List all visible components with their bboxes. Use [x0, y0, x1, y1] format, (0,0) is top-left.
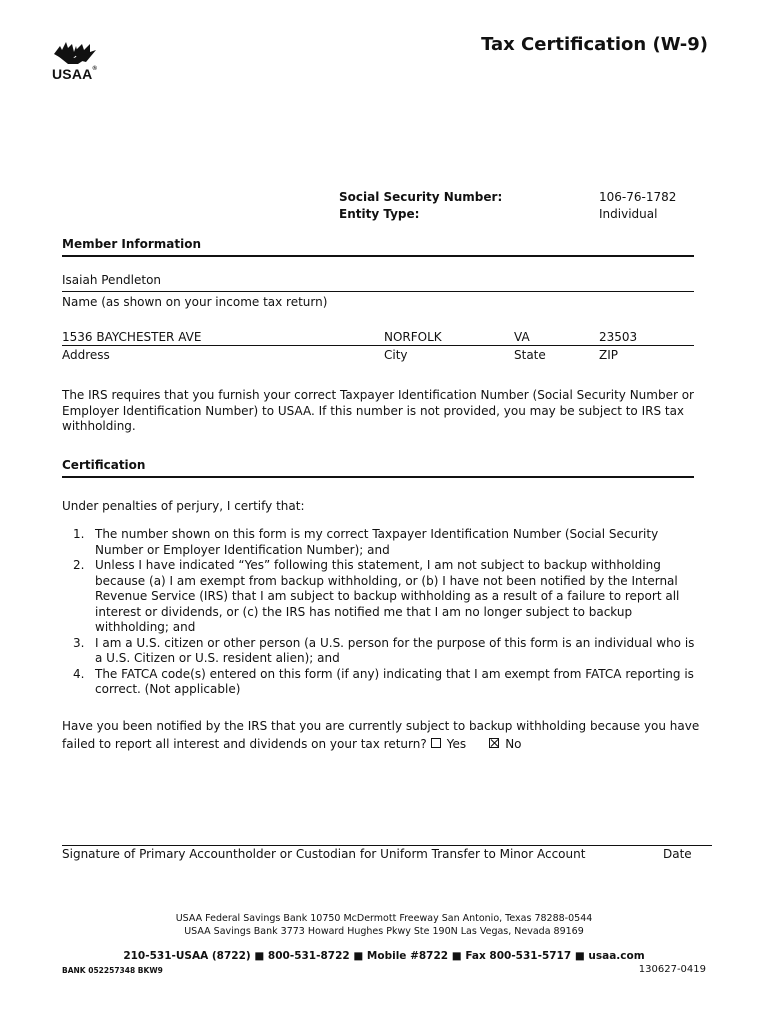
entity-type-value: Individual	[599, 207, 658, 221]
irs-notice: The IRS requires that you furnish your correct Taxpayer Identification Number (Social Security Number or Employer Identification Number) to USAA. If this number is not provided, you may be subject to IRS tax withholding.	[62, 388, 694, 433]
logo-wordmark: USAA	[52, 66, 93, 82]
question-text: Have you been notified by the IRS that you are currently subject to backup withholding because you have failed to report all interest and dividends on your tax return?	[62, 719, 700, 751]
certification-heading: Certification	[62, 458, 146, 472]
name-underline	[62, 291, 694, 292]
zip-value: 23503	[599, 330, 638, 344]
document-number: 130627-0419	[638, 964, 706, 975]
address-label: Address	[62, 348, 110, 362]
certification-intro: Under penalties of perjury, I certify that:	[62, 499, 305, 513]
zip-label: ZIP	[599, 348, 618, 362]
footer-address-1: USAA Federal Savings Bank 10750 McDermott Freeway San Antonio, Texas 78288-0544	[175, 913, 593, 924]
page-title: Tax Certification (W-9)	[481, 34, 708, 55]
ssn-value: 106-76-1782	[599, 190, 677, 204]
signature-line	[62, 845, 712, 846]
city-label: City	[384, 348, 408, 362]
address-value: 1536 BAYCHESTER AVE	[62, 330, 202, 344]
no-checkbox[interactable]	[489, 738, 499, 748]
yes-label: Yes	[446, 736, 467, 751]
certification-list	[62, 527, 702, 698]
city-value: NORFOLK	[384, 330, 442, 344]
entity-type-label: Entity Type:	[339, 207, 420, 221]
state-label: State	[514, 348, 546, 362]
name-label: Name (as shown on your income tax return)	[62, 295, 328, 309]
certification-divider	[62, 476, 694, 478]
date-label: Date	[663, 847, 692, 861]
state-value: VA	[514, 330, 530, 344]
logo-registered-mark: ®	[92, 66, 98, 72]
address-underline	[62, 345, 694, 346]
eagle-icon	[52, 40, 98, 66]
footer-address-2: USAA Savings Bank 3773 Howard Hughes Pkwy Ste 190N Las Vegas, Nevada 89169	[184, 926, 584, 937]
usaa-logo	[52, 40, 102, 82]
list-item: 1. The number shown on this form is my correct Taxpayer Identification Number (Social Security Number or Employer Identification Number); and	[73, 527, 659, 557]
no-label: No	[505, 736, 522, 751]
list-item: 3. I am a U.S. citizen or other person (a U.S. person for the purpose of this form is an individual who is a U.S. Citizen or U.S. resident alien); and	[73, 635, 695, 665]
yes-checkbox[interactable]	[431, 738, 441, 748]
name-value: Isaiah Pendleton	[62, 273, 162, 287]
list-item: 4. The FATCA code(s) entered on this form (if any) indicating that I am exempt from FATCA reporting is correct. (Not applicable)	[73, 666, 694, 696]
signature-label: Signature of Primary Accountholder or Custodian for Uniform Transfer to Minor Account	[62, 847, 586, 861]
footer-contact: 210-531-USAA (8722) ■ 800-531-8722 ■ Mobile #8722 ■ Fax 800-531-5717 ■ usaa.com	[123, 950, 645, 962]
member-info-divider	[62, 255, 694, 257]
form-code: BANK 052257348 BKW9	[62, 966, 163, 975]
list-item: 2. Unless I have indicated “Yes” following this statement, I am not subject to backup withholding because (a) I am exempt from backup withholding, or (b) I have not been notified by the Internal Revenue Service (IRS) that I am subject to backup withholding as a result of a failure to report all interest or dividends, or (c) the IRS has notified me that I am no longer subject to backup withholding; and	[73, 558, 680, 634]
ssn-label: Social Security Number:	[339, 190, 503, 204]
member-info-heading: Member Information	[62, 237, 202, 251]
backup-withholding-question	[62, 718, 722, 753]
